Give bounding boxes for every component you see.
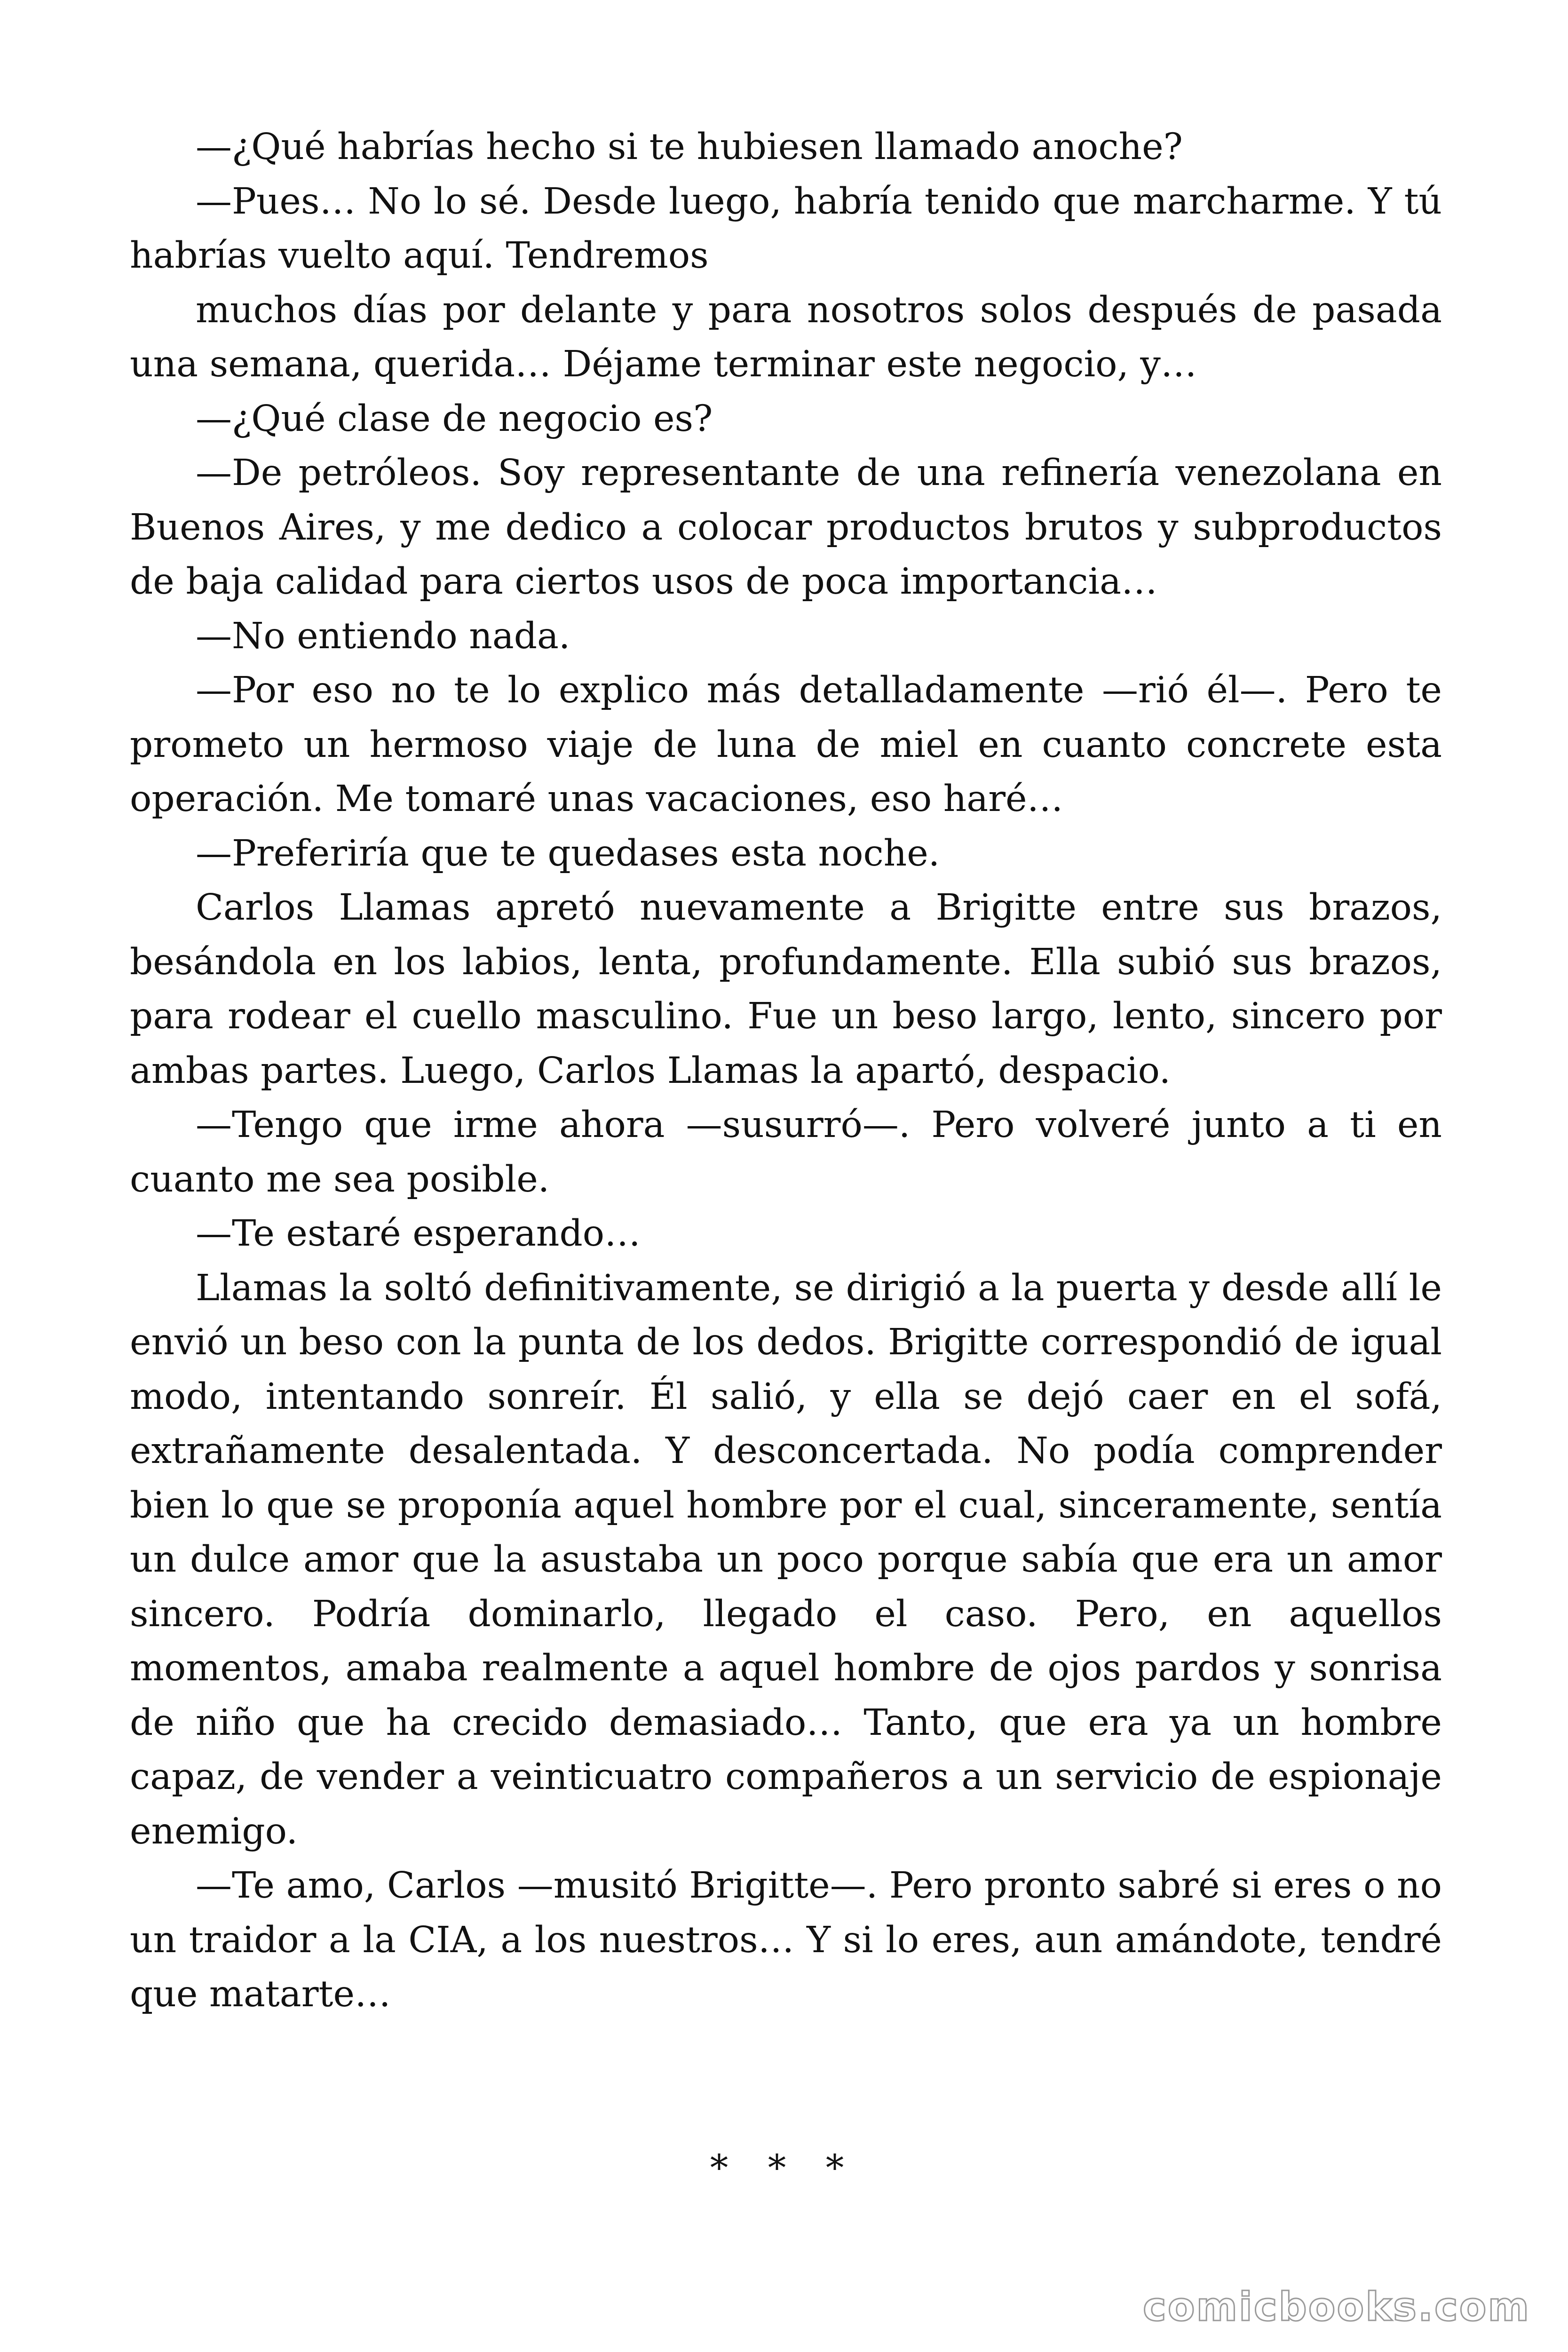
paragraph: Llamas la soltó definitivamente, se dirigió a la puerta y desde allí le envió un beso con la punta de los dedos. Brigitte correspondió de igual modo, intentando sonreír. Él salió, y ella se dejó caer en el sofá, extrañamente desalentada. Y desconcertada. No podía comprender bien lo que se proponía aquel hombre por el cual, sinceramente, sentía un dulce amor que la asustaba un poco porque sabía que era un amor sincero. Podría dominarlo, llegado el caso. Pero, en aquellos momentos, amaba realmente a aquel hombre de ojos pardos y sonrisa de niño que ha crecido demasiado… Tanto, que era ya un hombre capaz, de vender a veinticuatro compañeros a un servicio de espionaje enemigo. <box>130 1267 1442 1852</box>
paragraph: —Por eso no te lo explico más detalladamente —rió él—. Pero te prometo un hermoso viaje de luna de miel en cuanto concrete esta operación. Me tomaré unas vacaciones, eso haré… <box>130 669 1442 820</box>
body-text <box>130 120 1442 2022</box>
paragraph: —Pues… No lo sé. Desde luego, habría tenido que marcharme. Y tú habrías vuelto aquí. Tendremos <box>130 180 1442 277</box>
watermark: comicbooks.com <box>1143 2284 1530 2330</box>
section-separator: * * * <box>710 2147 858 2189</box>
paragraph: Carlos Llamas apretó nuevamente a Brigitte entre sus brazos, besándola en los labios, lenta, profundamente. Ella subió sus brazos, para rodear el cuello masculino. Fue un beso largo, lento, sincero por ambas partes. Luego, Carlos Llamas la apartó, despacio. <box>130 887 1442 1092</box>
paragraph: —Te amo, Carlos —musitó Brigitte—. Pero pronto sabré si eres o no un traidor a la CIA, a los nuestros… Y si lo eres, aun amándote, tendré que matarte… <box>130 1865 1442 2015</box>
paragraph: —De petróleos. Soy representante de una refinería venezolana en Buenos Aires, y me dedico a colocar productos brutos y subproductos de baja calidad para ciertos usos de poca importancia… <box>130 452 1442 603</box>
paragraph: —Preferiría que te quedases esta noche. <box>196 832 940 874</box>
paragraph: —Tengo que irme ahora —susurró—. Pero volveré junto a ti en cuanto me sea posible. <box>130 1104 1442 1200</box>
paragraph: muchos días por delante y para nosotros solos después de pasada una semana, querida… Déjame terminar este negocio, y… <box>130 289 1442 385</box>
paragraph: —No entiendo nada. <box>196 615 570 657</box>
paragraph: —¿Qué clase de negocio es? <box>196 397 713 440</box>
paragraph: —¿Qué habrías hecho si te hubiesen llamado anoche? <box>196 126 1183 168</box>
paragraph: —Te estaré esperando… <box>196 1213 641 1255</box>
